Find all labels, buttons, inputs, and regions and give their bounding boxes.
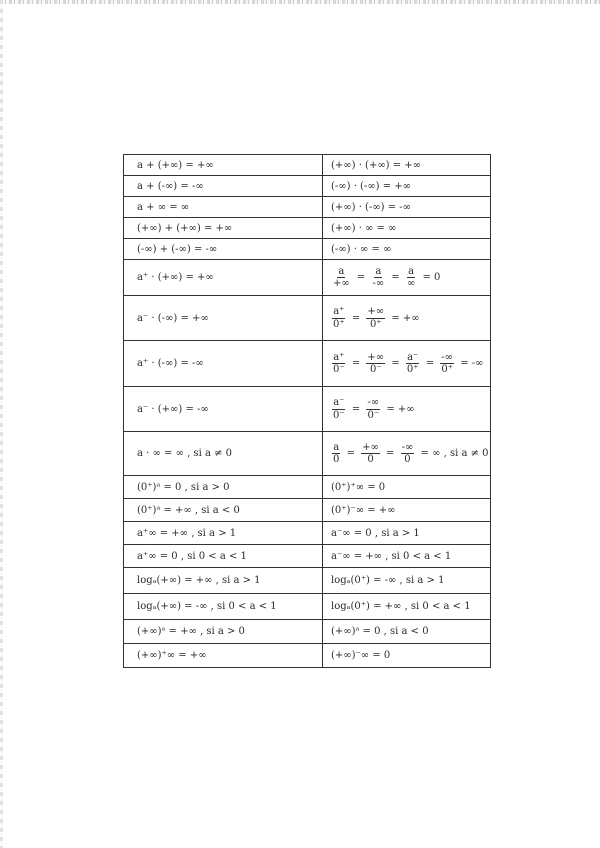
table-cell: (+∞) + (+∞) = +∞ [124,218,323,239]
table-cell: logₐ(+∞) = -∞ , si 0 < a < 1 [124,594,323,620]
table-cell [323,341,491,387]
numerator: a [333,441,340,453]
fraction [371,266,385,290]
table-row [124,432,491,476]
table-row [124,239,491,260]
table-cell [323,260,491,296]
equals-sign: = [386,448,395,459]
equals-sign: = [351,358,361,369]
denominator: 0 [367,454,374,465]
table-cell [323,432,491,476]
expression-tail: = 0 [422,272,441,283]
table-cell: a⁻ · (-∞) = +∞ [124,296,323,341]
fraction [366,306,385,330]
expression-tail: = -∞ [460,358,484,369]
table-row [124,568,491,594]
table-cell: (+∞)⁻∞ = 0 [323,644,491,668]
denominator: 0 [404,454,411,465]
numerator: a [375,265,382,277]
table-cell: (0⁺)⁻∞ = +∞ [323,499,491,522]
equals-sign: = [351,403,361,415]
numerator: +∞ [362,441,379,453]
fraction [361,442,380,466]
table-row [124,522,491,545]
fraction [332,397,346,421]
equals-sign: = [346,448,355,459]
denominator: 0⁻ [333,364,345,375]
table-row [124,341,491,387]
table-cell [323,387,491,432]
numerator: a⁻ [333,397,345,408]
expression-tail: = +∞ [391,312,420,324]
table-cell: (+∞) · ∞ = ∞ [323,218,491,239]
equals-sign: = [351,312,361,324]
table-row [124,644,491,668]
limits-table [123,154,491,668]
table-cell: (+∞) · (-∞) = -∞ [323,197,491,218]
fraction [332,306,346,330]
table-row [124,155,491,176]
denominator: ∞ [406,278,416,289]
table-cell: a⁺∞ = 0 , si 0 < a < 1 [124,545,323,568]
denominator: +∞ [333,278,350,289]
numerator: -∞ [401,441,414,453]
numerator: +∞ [367,306,385,317]
denominator: 0⁻ [367,409,380,421]
equals-sign: = [425,358,435,369]
table-cell: (-∞) · ∞ = ∞ [323,239,491,260]
scan-edge-left [0,0,3,848]
expression-tail: = +∞ [386,403,415,415]
table-cell: logₐ(0⁺) = -∞ , si a > 1 [323,568,491,594]
table-cell: a · ∞ = ∞ , si a ≠ 0 [124,432,323,476]
table-row [124,296,491,341]
numerator: a⁻ [407,351,419,363]
table-cell: logₐ(0⁺) = +∞ , si 0 < a < 1 [323,594,491,620]
denominator: 0⁺ [441,364,453,375]
table-cell: (+∞)⁺∞ = +∞ [124,644,323,668]
denominator: 0⁺ [333,318,345,330]
numerator: a [408,265,415,277]
table-cell: a⁺ · (-∞) = -∞ [124,341,323,387]
fraction [366,352,385,376]
table-cell: (+∞) · (+∞) = +∞ [323,155,491,176]
equals-sign: = [391,358,400,369]
table-cell: (+∞)ᵃ = 0 , si a < 0 [323,620,491,644]
denominator: 0⁺ [406,364,419,375]
table-row [124,197,491,218]
table-cell: a + ∞ = ∞ [124,197,323,218]
table-row [124,176,491,197]
denominator: -∞ [372,278,385,289]
table-cell: a⁻∞ = +∞ , si 0 < a < 1 [323,545,491,568]
denominator: 0 [333,454,340,465]
table-cell: a⁺ · (+∞) = +∞ [124,260,323,296]
table-cell: a⁻ · (+∞) = -∞ [124,387,323,432]
denominator: 0⁺ [369,318,382,330]
table-cell: logₐ(+∞) = +∞ , si a > 1 [124,568,323,594]
table-cell: a⁺∞ = +∞ , si a > 1 [124,522,323,545]
table-cell: (-∞) · (-∞) = +∞ [323,176,491,197]
fraction [406,352,420,376]
fraction [332,442,340,466]
table-row [124,620,491,644]
fraction [366,397,380,421]
numerator: a⁺ [333,351,345,363]
table-row [124,499,491,522]
table-cell: a⁻∞ = 0 , si a > 1 [323,522,491,545]
table-cell: (0⁺)ᵃ = 0 , si a > 0 [124,476,323,499]
table-row [124,476,491,499]
table-row [124,218,491,239]
numerator: a [338,265,345,277]
numerator: +∞ [367,351,385,363]
fraction [332,266,351,290]
equals-sign: = [356,272,366,283]
scan-edge-top [0,0,600,4]
table-cell: (0⁺)⁺∞ = 0 [323,476,491,499]
fraction [440,352,454,376]
table-cell: a + (-∞) = -∞ [124,176,323,197]
fraction [332,352,346,376]
table-cell: a + (+∞) = +∞ [124,155,323,176]
numerator: -∞ [441,351,454,363]
fraction [406,266,416,290]
denominator: 0⁻ [369,364,382,375]
denominator: 0⁻ [333,409,345,421]
table-row [124,387,491,432]
table-row [124,545,491,568]
table-cell: (0⁺)ᵃ = +∞ , si a < 0 [124,499,323,522]
table-cell: (+∞)ᵃ = +∞ , si a > 0 [124,620,323,644]
expression-tail: = ∞ , si a ≠ 0 [420,448,489,459]
numerator: -∞ [367,397,380,408]
fraction [401,442,415,466]
equals-sign: = [391,272,400,283]
table-cell: (-∞) + (-∞) = -∞ [124,239,323,260]
table-row [124,260,491,296]
table-row [124,594,491,620]
numerator: a⁺ [333,306,345,317]
table-cell [323,296,491,341]
